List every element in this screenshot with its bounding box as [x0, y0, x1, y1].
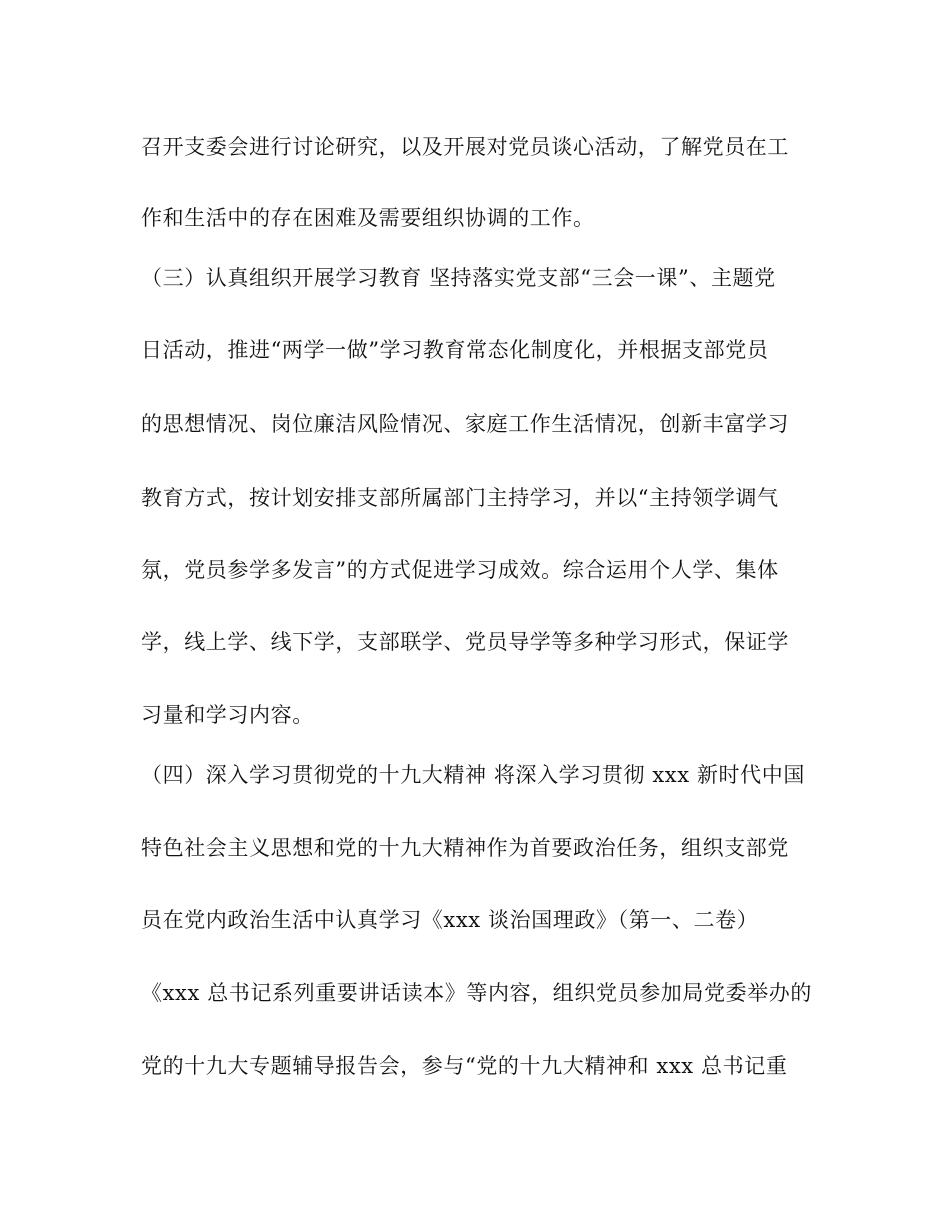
text-line-4: 日活动，推进“两学一做”学习教育常态化制度化，并根据支部党员 [141, 338, 769, 362]
text-line-13: 《xxx 总书记系列重要讲话读本》等内容，组织党员参加局党委举办的 [141, 981, 813, 1005]
text-line-5: 的思想情况、岗位廉洁风险情况、家庭工作生活情况，创新丰富学习 [141, 412, 789, 436]
text-line-6: 教育方式，按计划安排支部所属部门主持学习，并以“主持领学调气 [141, 486, 779, 510]
text-line-11: 特色社会主义思想和党的十九大精神作为首要政治任务，组织支部党 [141, 836, 789, 860]
section-heading-3: （三）认真组织开展学习教育 坚持落实党支部“三会一课”、主题党 [141, 266, 776, 290]
text-line-9: 习量和学习内容。 [141, 703, 314, 727]
text-line-12: 员在党内政治生活中认真学习《xxx 谈治国理政》（第一、二卷） [141, 908, 759, 932]
section-heading-4: （四）深入学习贯彻党的十九大精神 将深入学习贯彻 xxx 新时代中国 [141, 763, 805, 787]
text-line-14: 党的十九大专题辅导报告会，参与“党的十九大精神和 xxx 总书记重 [141, 1054, 788, 1078]
text-line-8: 学，线上学、线下学，支部联学、党员导学等多种学习形式，保证学 [141, 630, 789, 654]
text-line-2: 作和生活中的存在困难及需要组织协调的工作。 [141, 206, 595, 230]
text-line-1: 召开支委会进行讨论研究，以及开展对党员谈心活动，了解党员在工 [141, 135, 789, 159]
text-line-7: 氛，党员参学多发言”的方式促进学习成效。综合运用个人学、集体 [141, 558, 779, 582]
